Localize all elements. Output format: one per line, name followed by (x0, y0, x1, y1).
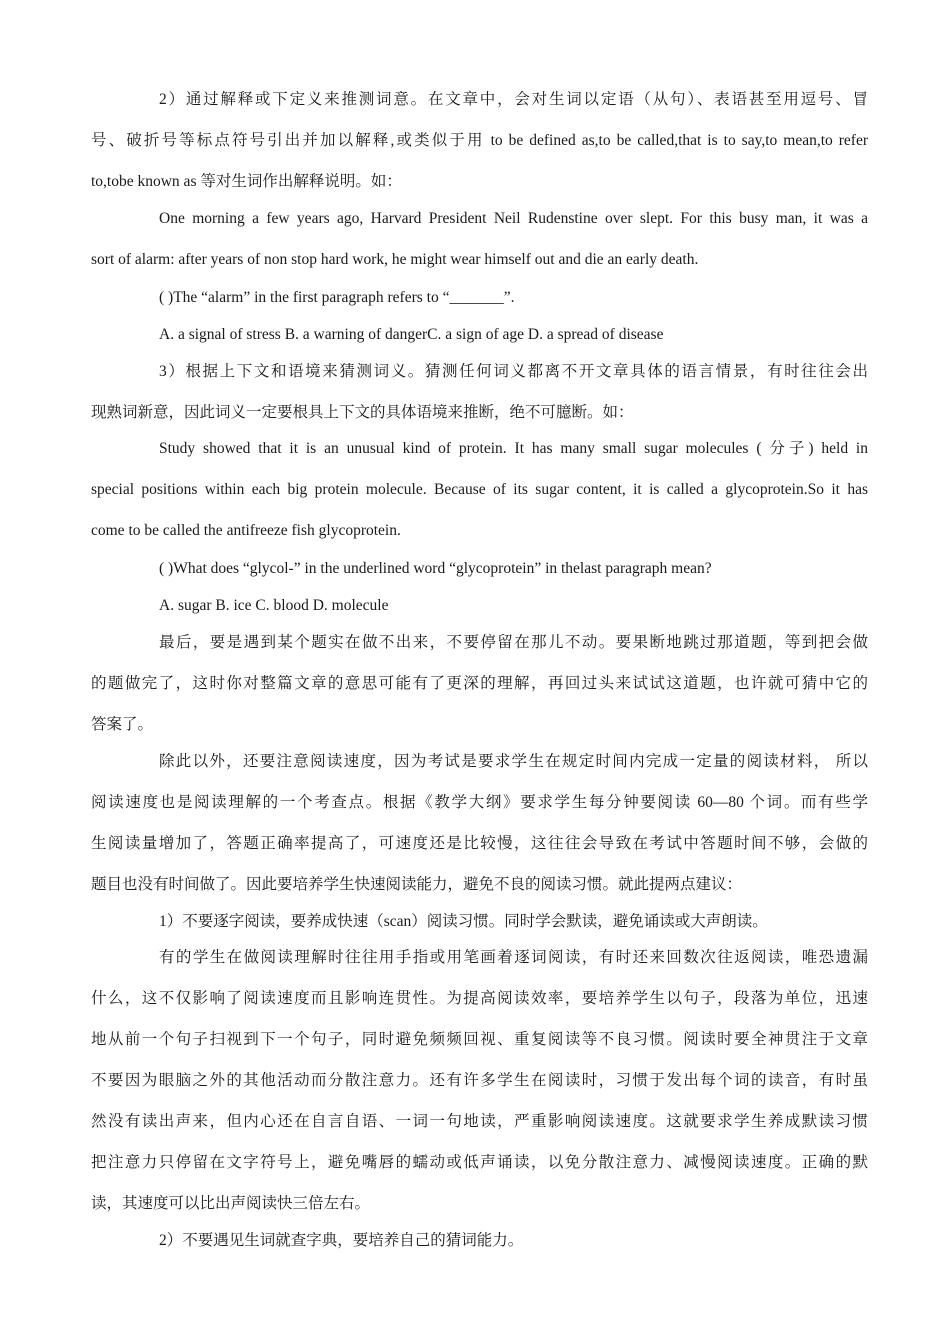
paragraph-line: 除此以外，还要注意阅读速度，因为考试是要求学生在规定时间内完成一定量的阅读材料， 所以 (159, 753, 868, 770)
answer-options: A. a signal of stress B. a warning of dangerC. a sign of age D. a spread of disease (159, 326, 664, 343)
paragraph-line: 然没有读出声来，但内心还在自言自语、一词一句地读，严重影响阅读速度。这就要求学生养成默读习惯 (91, 1113, 868, 1130)
paragraph-line: 题目也没有时间做了。因此要培养学生快速阅读能力，避免不良的阅读习惯。就此提两点建议： (91, 876, 743, 893)
paragraph-line: 不要因为眼脑之外的其他活动而分散注意力。还有许多学生在阅读时，习惯于发出每个词的读音，有时虽 (91, 1072, 868, 1089)
paragraph-line: 现熟词新意，因此词义一定要根具上下文的具体语境来推断，绝不可臆断。如： (91, 404, 634, 421)
paragraph-line: 有的学生在做阅读理解时往往用手指或用笔画着逐词阅读，有时还来回数次往返阅读，唯恐遗漏 (159, 949, 868, 966)
question-line: ( )The “alarm” in the first paragraph refers to “_______”. (159, 289, 515, 306)
suggestion-heading: 2）不要遇见生词就查字典，要培养自己的猜词能力。 (159, 1232, 524, 1249)
paragraph-line: 读，其速度可以比出声阅读快三倍左右。 (91, 1195, 371, 1212)
paragraph-line: 答案了。 (91, 716, 154, 733)
answer-options: A. sugar B. ice C. blood D. molecule (159, 597, 389, 614)
paragraph-line: to,tobe known as 等对生词作出解释说明。如： (91, 173, 402, 190)
paragraph-line: 地从前一个句子扫视到下一个句子，同时避免频频回视、重复阅读等不良习惯。阅读时要全神贯注于文章 (91, 1031, 868, 1048)
paragraph-line: 把注意力只停留在文字符号上，避免嘴唇的蠕动或低声诵读，以免分散注意力、减慢阅读速度。正确的默 (91, 1154, 868, 1171)
paragraph-line: 生阅读量增加了，答题正确率提高了，可速度还是比较慢，这往往会导致在考试中答题时间不够，会做的 (91, 835, 868, 852)
english-passage-line: sort of alarm: after years of non stop hard work, he might wear himself out and die an early death. (91, 251, 699, 268)
paragraph-line: 3）根据上下文和语境来猜测词义。猜测任何词义都离不开文章具体的语言情景，有时往往会出 (159, 363, 868, 380)
paragraph-line: 最后，要是遇到某个题实在做不出来，不要停留在那儿不动。要果断地跳过那道题，等到把会做 (159, 634, 868, 651)
paragraph-line: 的题做完了，这时你对整篇文章的意思可能有了更深的理解，再回过头来试试这道题，也许就可猜中它的 (91, 675, 868, 692)
english-passage-line: come to be called the antifreeze fish glycoprotein. (91, 522, 401, 539)
english-passage-line: special positions within each big protein molecule. Because of its sugar content, it is called a glycoprotein.So it has (91, 481, 868, 498)
suggestion-heading: 1）不要逐字阅读，要养成快速（scan）阅读习惯。同时学会默读，避免诵读或大声朗读。 (159, 913, 768, 930)
paragraph-line: 阅读速度也是阅读理解的一个考查点。根据《教学大纲》要求学生每分钟要阅读 60—80 个词。而有些学 (91, 794, 868, 811)
paragraph-line: 号、破折号等标点符号引出并加以解释,或类似于用 to be defined as,to be called,that is to say,to mean,to refer (91, 132, 868, 149)
paragraph-line: 什么，这不仅影响了阅读速度而且影响连贯性。为提高阅读效率，要培养学生以句子，段落为单位，迅速 (91, 990, 868, 1007)
english-passage-line: Study showed that it is an unusual kind of protein. It has many small sugar molecules ( 分子) held in (159, 440, 868, 457)
paragraph-line: 2）通过解释或下定义来推测词意。在文章中，会对生词以定语（从句）、表语甚至用逗号、冒 (159, 91, 868, 108)
question-line: ( )What does “glycol-” in the underlined word “glycoprotein” in thelast paragraph mean? (159, 560, 712, 577)
english-passage-line: One morning a few years ago, Harvard President Neil Rudenstine over slept. For this busy man, it was a (159, 210, 868, 227)
